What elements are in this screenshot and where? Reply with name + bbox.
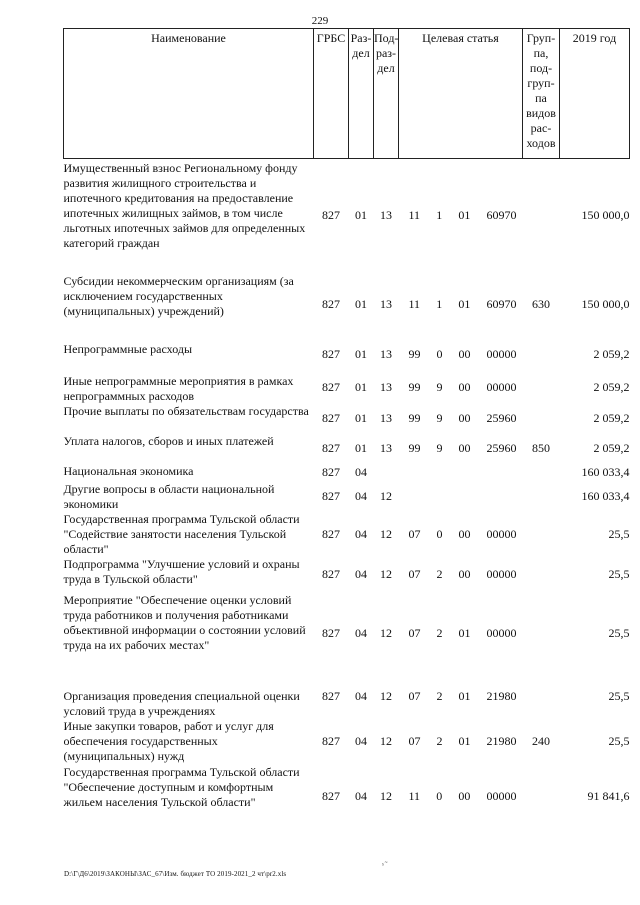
row-grbs: 827 <box>322 411 340 425</box>
row-amount: 25,5 <box>608 626 630 640</box>
row-name: Другие вопросы в области национальной экономики <box>63 481 275 511</box>
target-article-part: 00 <box>458 347 471 361</box>
target-article-part: 07 <box>408 734 421 748</box>
target-article-part: 21980 <box>486 734 517 748</box>
target-article-part: 0 <box>436 347 443 361</box>
target-article-part: 00000 <box>486 567 517 581</box>
row-target-article <box>399 272 523 338</box>
row-amount: 25,5 <box>608 689 630 703</box>
row-razdel: 04 <box>355 734 367 748</box>
row-razdel: 04 <box>355 689 367 703</box>
target-article-part: 00000 <box>486 789 517 803</box>
row-podrazdel: 12 <box>380 567 392 581</box>
header-year: 2019 год <box>560 29 630 159</box>
row-grbs: 827 <box>322 567 340 581</box>
row-amount: 160 033,4 <box>581 489 630 503</box>
row-razdel: 01 <box>355 441 367 455</box>
row-razdel: 04 <box>355 626 367 640</box>
header-podrazdel: Под- раз- дел <box>374 29 399 159</box>
row-group <box>523 512 560 557</box>
target-article-part: 21980 <box>486 689 517 703</box>
row-podrazdel: 13 <box>380 411 392 425</box>
target-article-part: 00 <box>458 441 471 455</box>
row-name: Субсидии некоммерческим организациям (за исключением государственных (муниципальных) учреждений) <box>63 273 294 318</box>
table-header-row <box>64 29 630 159</box>
table-row <box>64 482 630 512</box>
table-row <box>64 159 630 272</box>
table-row <box>64 338 630 372</box>
row-podrazdel: 12 <box>380 689 392 703</box>
row-name: Мероприятие "Обеспечение оценки условий труда работников и получения работниками объективной информации о состоянии условий труда на их рабочих местах" <box>63 592 306 652</box>
target-article-part: 25960 <box>486 441 517 455</box>
row-grbs: 827 <box>322 207 340 222</box>
row-amount: 150 000,0 <box>581 297 630 311</box>
row-target-article <box>399 372 523 404</box>
target-article-part: 00000 <box>486 626 517 640</box>
row-razdel: 04 <box>355 489 367 503</box>
target-article-part: 9 <box>436 380 443 394</box>
row-group: 630 <box>532 297 550 311</box>
row-grbs: 827 <box>322 734 340 748</box>
row-podrazdel: 13 <box>380 441 392 455</box>
target-article-part: 01 <box>458 626 471 640</box>
target-article-part: 01 <box>458 207 471 222</box>
row-amount: 25,5 <box>608 734 630 748</box>
row-target-article <box>399 675 523 719</box>
row-group <box>523 338 560 372</box>
table-row <box>64 512 630 557</box>
row-group <box>523 557 560 593</box>
target-article-part: 00 <box>458 380 471 394</box>
table-row <box>64 434 630 464</box>
row-target-article <box>399 482 523 512</box>
row-razdel: 04 <box>355 465 367 479</box>
row-name: Иные закупки товаров, работ и услуг для обеспечения государственных (муниципальных) нужд <box>63 718 274 763</box>
row-group: 850 <box>532 441 550 455</box>
row-target-article <box>399 593 523 675</box>
row-group <box>523 464 560 482</box>
target-article-part: 99 <box>408 411 421 425</box>
row-podrazdel <box>374 464 399 482</box>
row-target-article <box>399 464 523 482</box>
header-grbs: ГРБС <box>314 29 349 159</box>
target-article-part: 07 <box>408 526 421 541</box>
row-name: Государственная программа Тульской области "Обеспечение доступным и комфортным жильем населения Тульской области" <box>63 764 300 809</box>
row-razdel: 01 <box>355 347 367 361</box>
row-grbs: 827 <box>322 297 340 311</box>
target-article-part: 0 <box>436 789 443 803</box>
target-article-part: 1 <box>436 207 443 222</box>
row-group: 240 <box>532 734 550 748</box>
header-target: Целевая статья <box>399 29 523 159</box>
row-razdel: 01 <box>355 411 367 425</box>
row-grbs: 827 <box>322 526 340 541</box>
row-target-article <box>399 159 523 272</box>
row-razdel: 04 <box>355 567 367 581</box>
row-podrazdel: 12 <box>380 789 392 803</box>
table-row <box>64 719 630 765</box>
header-razdel: Раз- дел <box>349 29 374 159</box>
target-article-part: 25960 <box>486 411 517 425</box>
row-target-article <box>399 557 523 593</box>
row-podrazdel: 13 <box>380 207 392 222</box>
target-article-part: 99 <box>408 347 421 361</box>
row-target-article <box>399 404 523 434</box>
target-article-part: 07 <box>408 689 421 703</box>
row-razdel: 01 <box>355 380 367 394</box>
row-target-article <box>399 765 523 829</box>
target-article-part: 00 <box>458 526 471 541</box>
target-article-part: 07 <box>408 626 421 640</box>
target-article-part: 07 <box>408 567 421 581</box>
row-razdel: 04 <box>355 526 367 541</box>
target-article-part: 00 <box>458 411 471 425</box>
row-podrazdel: 12 <box>380 489 392 503</box>
row-grbs: 827 <box>322 380 340 394</box>
target-article-part: 2 <box>436 567 443 581</box>
row-group <box>523 765 560 829</box>
table-row <box>64 593 630 675</box>
row-group <box>523 404 560 434</box>
target-article-part: 60970 <box>486 297 517 311</box>
target-article-part: 01 <box>458 297 471 311</box>
row-group <box>523 593 560 675</box>
target-article-part: 01 <box>458 689 471 703</box>
row-grbs: 827 <box>322 489 340 503</box>
target-article-part: 00000 <box>486 347 517 361</box>
target-article-part: 2 <box>436 626 443 640</box>
row-podrazdel: 12 <box>380 734 392 748</box>
row-group <box>523 159 560 272</box>
target-article-part: 0 <box>436 526 443 541</box>
row-amount: 160 033,4 <box>581 465 630 479</box>
target-article-part: 99 <box>408 441 421 455</box>
row-amount: 2 059,2 <box>593 411 630 425</box>
row-podrazdel: 13 <box>380 347 392 361</box>
row-target-article <box>399 338 523 372</box>
target-article-part: 9 <box>436 441 443 455</box>
table-row <box>64 765 630 829</box>
row-group <box>523 372 560 404</box>
table-row <box>64 404 630 434</box>
row-amount: 150 000,0 <box>581 207 630 222</box>
row-grbs: 827 <box>322 441 340 455</box>
row-razdel: 01 <box>355 207 367 222</box>
header-name: Наименование <box>64 29 314 159</box>
target-article-part: 99 <box>408 380 421 394</box>
table-row <box>64 372 630 404</box>
row-amount: 25,5 <box>608 526 630 541</box>
row-amount: 2 059,2 <box>593 347 630 361</box>
target-article-part: 2 <box>436 734 443 748</box>
page-number: 229 <box>311 15 329 27</box>
row-name: Прочие выплаты по обязательствам государства <box>63 403 309 418</box>
target-article-part: 00 <box>458 567 471 581</box>
row-name: Организация проведения специальной оценки условий труда в учреждениях <box>63 688 300 718</box>
table-row <box>64 464 630 482</box>
row-grbs: 827 <box>322 789 340 803</box>
row-amount: 2 059,2 <box>593 380 630 394</box>
row-name: Уплата налогов, сборов и иных платежей <box>63 433 274 448</box>
header-group: Груп- па, под- груп- па видов рас- ходов <box>523 29 560 159</box>
row-name: Подпрограмма "Улучшение условий и охраны труда в Тульской области" <box>63 556 300 586</box>
row-podrazdel: 12 <box>380 626 392 640</box>
table-row <box>64 675 630 719</box>
row-target-article <box>399 512 523 557</box>
target-article-part: 00 <box>458 789 471 803</box>
target-article-part: 01 <box>458 734 471 748</box>
target-article-part: 11 <box>408 207 421 222</box>
row-grbs: 827 <box>322 626 340 640</box>
row-amount: 2 059,2 <box>593 441 630 455</box>
scan-mark: ˢ ͂ <box>382 860 387 870</box>
row-razdel: 04 <box>355 789 367 803</box>
target-article-part: 00000 <box>486 380 517 394</box>
footer-file-path: D:\Г\Д6\2019\ЗАКОНЫ\ЗАС_67\Изм. бюджет ТО 2019-2021_2 чт\pr2.xls <box>64 870 287 878</box>
row-name: Государственная программа Тульской области "Содействие занятости населения Тульской области" <box>63 511 300 556</box>
row-grbs: 827 <box>322 689 340 703</box>
target-article-part: 00000 <box>486 526 517 541</box>
row-group <box>523 482 560 512</box>
row-grbs: 827 <box>322 465 340 479</box>
budget-table <box>63 28 630 829</box>
row-target-article <box>399 434 523 464</box>
row-name: Иные непрограммные мероприятия в рамках непрограммных расходов <box>63 373 294 403</box>
target-article-part: 2 <box>436 689 443 703</box>
row-target-article <box>399 719 523 765</box>
target-article-part: 1 <box>436 297 443 311</box>
target-article-part: 11 <box>408 297 421 311</box>
row-amount: 91 841,6 <box>587 789 630 803</box>
target-article-part: 60970 <box>486 207 517 222</box>
target-article-part: 9 <box>436 411 443 425</box>
row-amount: 25,5 <box>608 567 630 581</box>
row-podrazdel: 12 <box>380 526 392 541</box>
row-podrazdel: 13 <box>380 297 392 311</box>
table-row <box>64 272 630 338</box>
table-row <box>64 557 630 593</box>
row-grbs: 827 <box>322 347 340 361</box>
row-podrazdel: 13 <box>380 380 392 394</box>
target-article-part: 11 <box>408 789 421 803</box>
row-razdel: 01 <box>355 297 367 311</box>
row-name: Непрограммные расходы <box>63 341 193 356</box>
row-name: Имущественный взнос Региональному фонду развития жилищного строительства и ипотечного кредитования на предоставление ипотечных жилищных займов, в том числе льготных ипотечных займов для определенных категорий граждан <box>63 161 306 250</box>
row-group <box>523 675 560 719</box>
row-name: Национальная экономика <box>63 463 194 478</box>
